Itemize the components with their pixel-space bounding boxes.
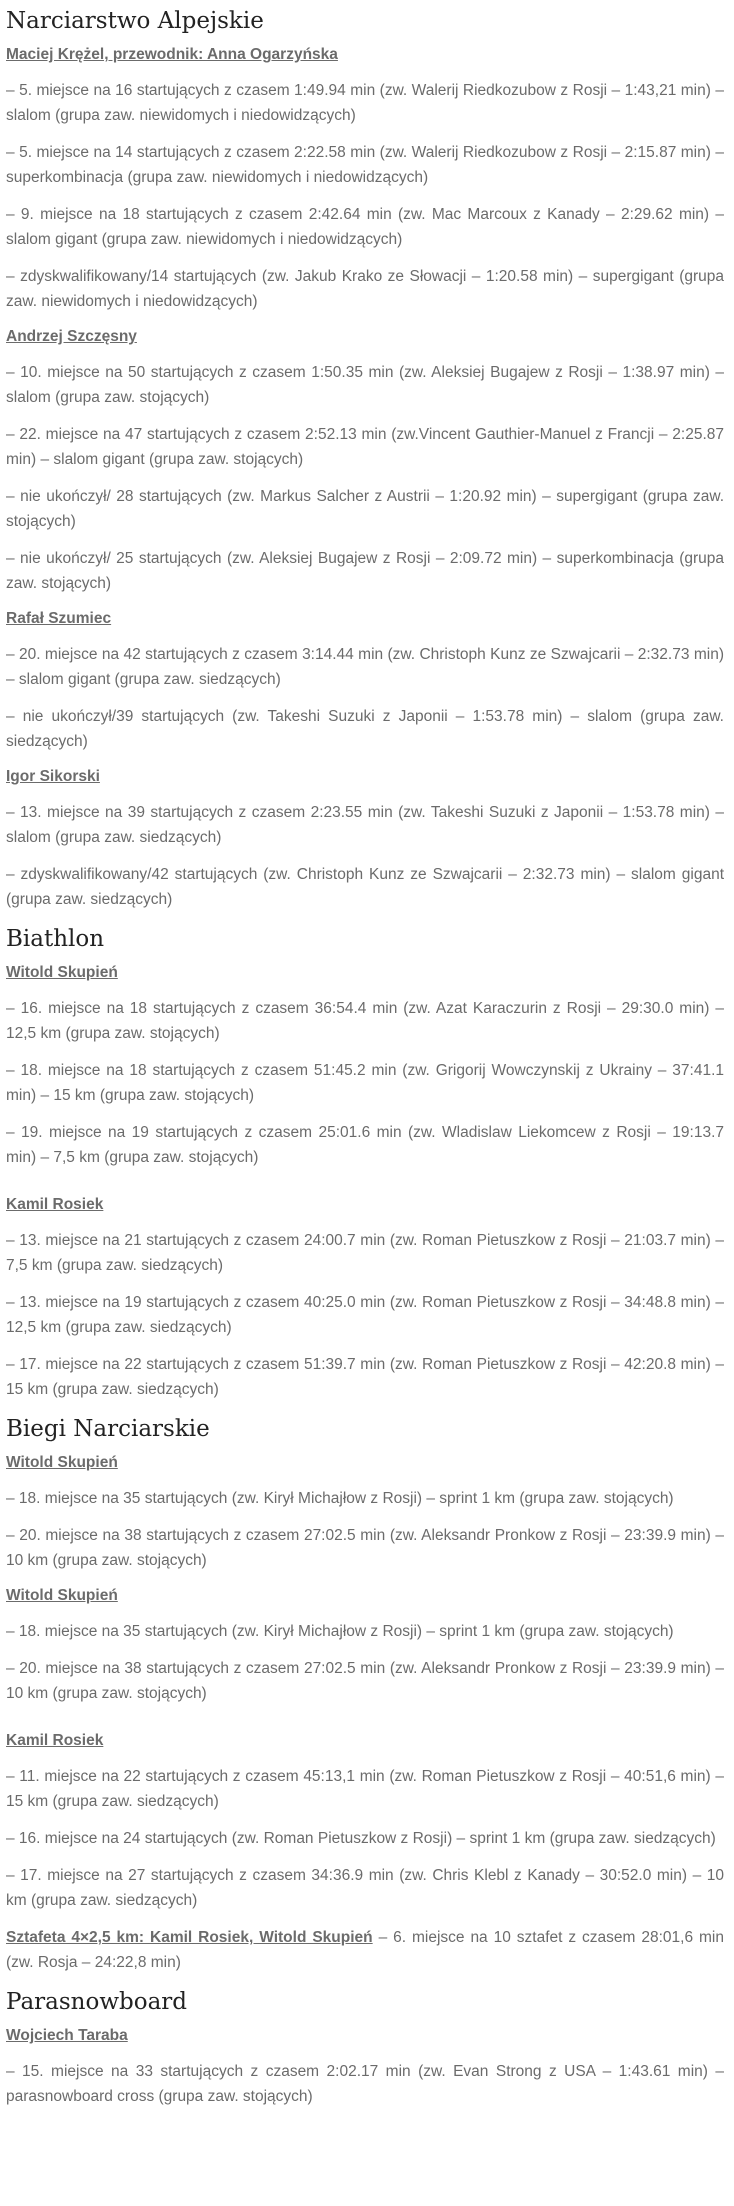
athlete-name: Igor Sikorski [6,768,100,785]
athlete-block [6,1194,724,1402]
athlete-name: Witold Skupień [6,964,118,981]
result-item: – 13. miejsce na 21 startujących z czasem 24:00.7 min (zw. Roman Pietuszkow z Rosji – 21:03.7 min) – 7,5 km (grupa zaw. siedzących) [6,1232,724,1274]
athlete-name: Kamil Rosiek [6,1732,104,1749]
result-item: – 13. miejsce na 19 startujących z czasem 40:25.0 min (zw. Roman Pietuszkow z Rosji – 34:48.8 min) – 12,5 km (grupa zaw. siedzących) [6,1294,724,1336]
result-item: – 18. miejsce na 35 startujących (zw. Kirył Michajłow z Rosji) – sprint 1 km (grupa zaw. stojących) [6,1490,674,1507]
result-item: – 20. miejsce na 42 startujących z czasem 3:14.44 min (zw. Christoph Kunz ze Szwajcarii – 2:32.73 min) – slalom gigant (grupa zaw. siedzących) [6,646,724,688]
result-item: – 16. miejsce na 18 startujących z czasem 36:54.4 min (zw. Azat Karaczurin z Rosji – 29:30.0 min) – 12,5 km (grupa zaw. stojących) [6,1000,724,1042]
athlete-block [6,44,724,314]
section-biathlon [6,924,724,1402]
section-cross-country [6,1414,724,1975]
section-title: Biathlon [6,926,105,952]
spacer [6,1182,724,1194]
relay-text: – 6. miejsce na 10 sztafet z czasem 28:01,6 min (zw. Rosja – 24:22,8 min) [6,1929,724,1971]
result-item: – 13. miejsce na 39 startujących z czasem 2:23.55 min (zw. Takeshi Suzuki z Japonii – 1:53.78 min) – slalom (grupa zaw. siedzących) [6,804,724,846]
result-item: – 15. miejsce na 33 startujących z czasem 2:02.17 min (zw. Evan Strong z USA – 1:43.61 min) – parasnowboard cross (grupa zaw. stojących) [6,2063,724,2105]
athlete-block [6,1452,724,1573]
result-item: – zdyskwalifikowany/14 startujących (zw. Jakub Krako ze Słowacji – 1:20.58 min) – supergigant (grupa zaw. niewidomych i niedowidzących) [6,268,724,310]
athlete-name: Wojciech Taraba [6,2027,128,2044]
result-item: – 10. miejsce na 50 startujących z czasem 1:50.35 min (zw. Aleksiej Bugajew z Rosji – 1:38.97 min) – slalom (grupa zaw. stojących) [6,364,724,406]
result-item: – 20. miejsce na 38 startujących z czasem 27:02.5 min (zw. Aleksandr Pronkow z Rosji – 23:39.9 min) – 10 km (grupa zaw. stojących) [6,1660,724,1702]
result-item: – 17. miejsce na 22 startujących z czasem 51:39.7 min (zw. Roman Pietuszkow z Rosji – 42:20.8 min) – 15 km (grupa zaw. siedzących) [6,1356,724,1398]
athlete-block [6,1730,724,1913]
result-item: – 11. miejsce na 22 startujących z czasem 45:13,1 min (zw. Roman Pietuszkow z Rosji – 40:51,6 min) – 15 km (grupa zaw. siedzących) [6,1768,724,1810]
result-item: – 9. miejsce na 18 startujących z czasem 2:42.64 min (zw. Mac Marcoux z Kanady – 2:29.62 min) – slalom gigant (grupa zaw. niewidomych i niedowidzących) [6,206,724,248]
result-item: – 17. miejsce na 27 startujących z czasem 34:36.9 min (zw. Chris Klebl z Kanady – 30:52.0 min) – 10 km (grupa zaw. siedzących) [6,1867,724,1909]
athlete-name: Witold Skupień [6,1454,118,1471]
athlete-block [6,962,724,1170]
athlete-name: Kamil Rosiek [6,1196,104,1213]
athlete-name: Rafał Szumiec [6,610,112,627]
result-item: – 20. miejsce na 38 startujących z czasem 27:02.5 min (zw. Aleksandr Pronkow z Rosji – 23:39.9 min) – 10 km (grupa zaw. stojących) [6,1527,724,1569]
section-parasnowboard [6,1987,724,2109]
result-item: – 22. miejsce na 47 startujących z czasem 2:52.13 min (zw.Vincent Gauthier-Manuel z Francji – 2:25.87 min) – slalom gigant (grupa zaw. stojących) [6,426,724,468]
result-item: – 5. miejsce na 14 startujących z czasem 2:22.58 min (zw. Walerij Riedkozubow z Rosji – 2:15.87 min) – superkombinacja (grupa zaw. niewidomych i niedowidzących) [6,144,724,186]
spacer [6,1718,724,1730]
result-item: – zdyskwalifikowany/42 startujących (zw. Christoph Kunz ze Szwajcarii – 2:32.73 min) – slalom gigant (grupa zaw. siedzących) [6,866,724,908]
athlete-block [6,1585,724,1706]
result-item: – 16. miejsce na 24 startujących (zw. Roman Pietuszkow z Rosji) – sprint 1 km (grupa zaw. siedzących) [6,1830,716,1847]
result-item: – 5. miejsce na 16 startujących z czasem 1:49.94 min (zw. Walerij Riedkozubow z Rosji – 1:43,21 min) – slalom (grupa zaw. niewidomych i niedowidzących) [6,82,724,124]
section-alpine-skiing [6,6,724,912]
section-title: Narciarstwo Alpejskie [6,8,264,34]
relay-result [6,1925,724,1975]
result-item: – 19. miejsce na 19 startujących z czasem 25:01.6 min (zw. Wladislaw Liekomcew z Rosji – 19:13.7 min) – 7,5 km (grupa zaw. stojących) [6,1124,724,1166]
result-item: – 18. miejsce na 18 startujących z czasem 51:45.2 min (zw. Grigorij Wowczynskij z Ukrainy – 37:41.1 min) – 15 km (grupa zaw. stojących) [6,1062,724,1104]
athlete-block [6,608,724,754]
athlete-block [6,766,724,912]
section-title: Biegi Narciarskie [6,1416,210,1442]
result-item: – 18. miejsce na 35 startujących (zw. Kirył Michajłow z Rosji) – sprint 1 km (grupa zaw. stojących) [6,1623,674,1640]
athlete-name: Maciej Krężel, przewodnik: Anna Ogarzyńska [6,46,338,63]
result-item: – nie ukończył/ 28 startujących (zw. Markus Salcher z Austrii – 1:20.92 min) – supergigant (grupa zaw. stojących) [6,488,724,530]
athlete-name: Andrzej Szczęsny [6,328,137,345]
athlete-name: Witold Skupień [6,1587,118,1604]
section-title: Parasnowboard [6,1989,188,2015]
relay-team: Sztafeta 4×2,5 km: Kamil Rosiek, Witold Skupień [6,1929,373,1946]
athlete-block [6,2025,724,2109]
result-item: – nie ukończył/ 25 startujących (zw. Aleksiej Bugajew z Rosji – 2:09.72 min) – superkombinacja (grupa zaw. stojących) [6,550,724,592]
athlete-block [6,326,724,596]
result-item: – nie ukończył/39 startujących (zw. Takeshi Suzuki z Japonii – 1:53.78 min) – slalom (grupa zaw. siedzących) [6,708,724,750]
